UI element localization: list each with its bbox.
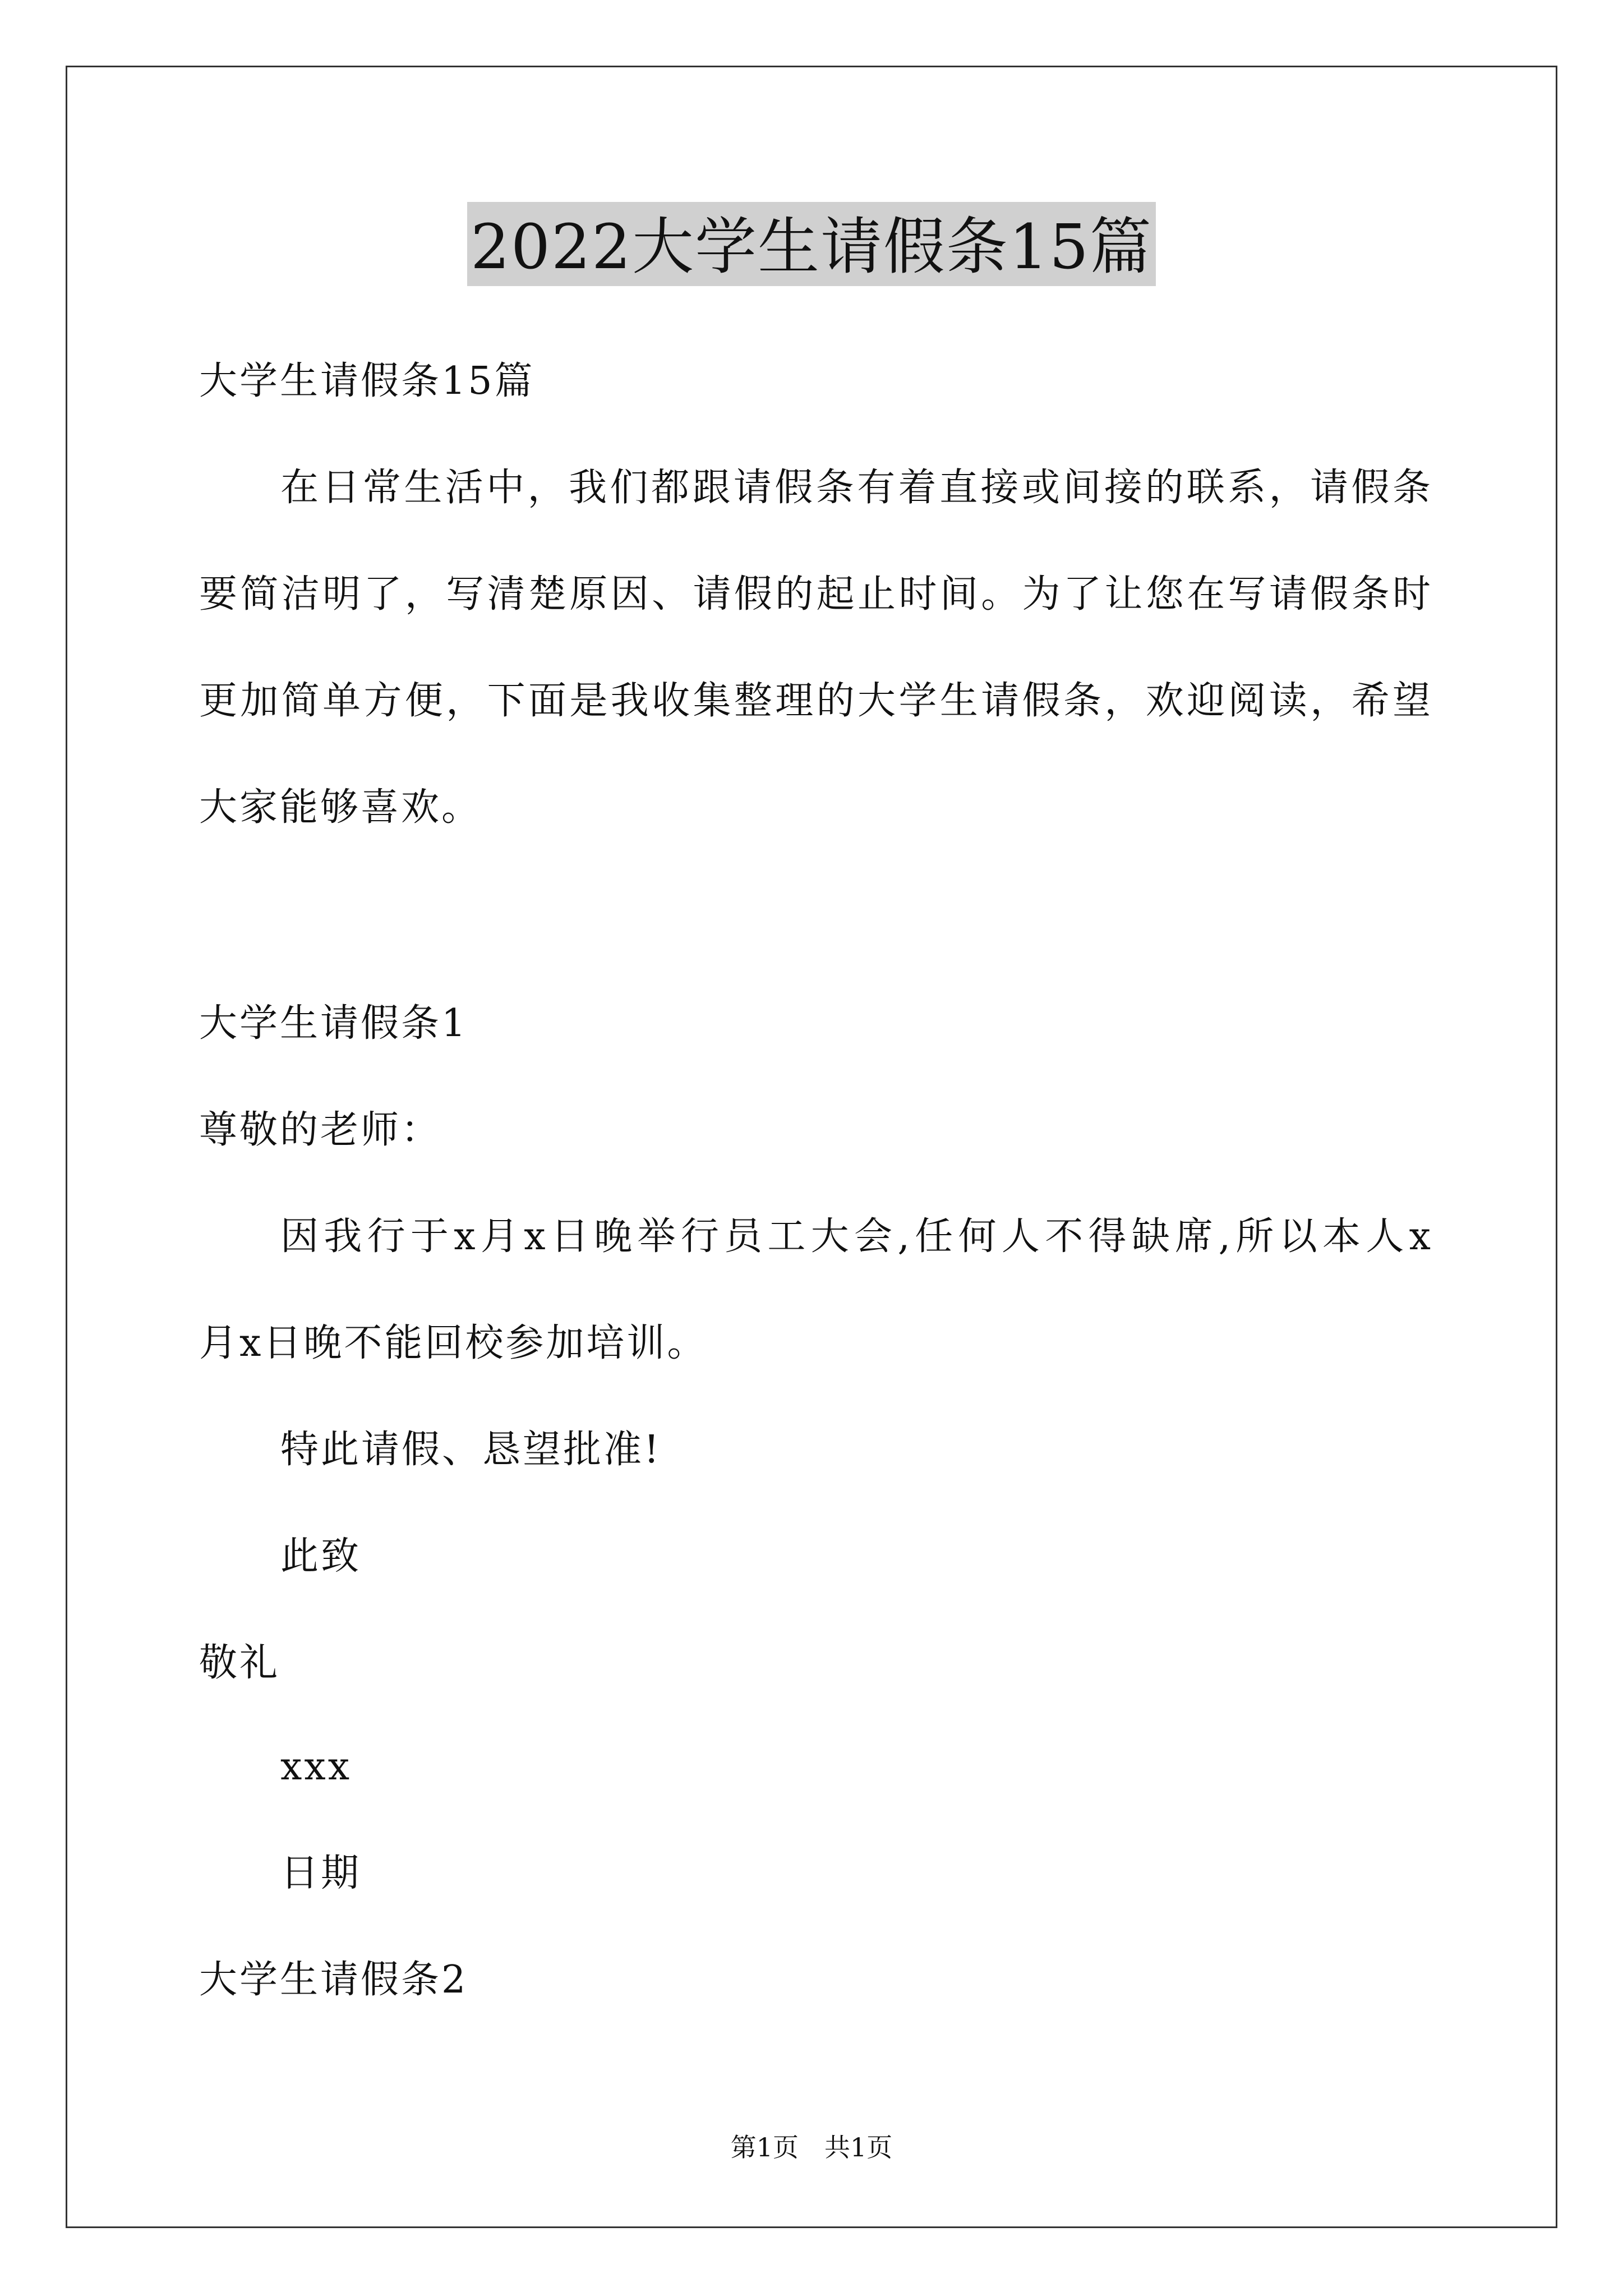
document-title: 2022大学生请假条15篇 (467, 202, 1156, 286)
date-line: 日期 (280, 1851, 362, 1895)
intro-line-2: 要简洁明了，写清楚原因、请假的起止时间。为了让您在写请假条时 (199, 572, 1433, 616)
body-line-1: 因我行于x月x日晚举行员工大会,任何人不得缺席,所以本人x (280, 1214, 1433, 1259)
document-subtitle: 大学生请假条15篇 (199, 359, 535, 403)
intro-line-1: 在日常生活中，我们都跟请假条有着直接或间接的联系，请假条 (280, 466, 1433, 510)
section-heading-1: 大学生请假条1 (199, 1001, 468, 1046)
closing-line-1: 此致 (280, 1534, 362, 1579)
intro-line-4: 大家能够喜欢。 (199, 785, 482, 830)
request-line: 特此请假、恳望批准! (280, 1428, 662, 1472)
signature: xxx (280, 1745, 352, 1789)
body-line-2: 月x日晚不能回校参加培训。 (199, 1321, 708, 1365)
salutation: 尊敬的老师： (199, 1108, 442, 1152)
title-container (0, 202, 1623, 286)
closing-line-2: 敬礼 (199, 1641, 280, 1685)
page-number-footer: 第1页 共1页 (730, 2132, 893, 2162)
section-heading-2: 大学生请假条2 (199, 1958, 468, 2002)
intro-line-3: 更加简单方便，下面是我收集整理的大学生请假条，欢迎阅读，希望 (199, 679, 1433, 723)
